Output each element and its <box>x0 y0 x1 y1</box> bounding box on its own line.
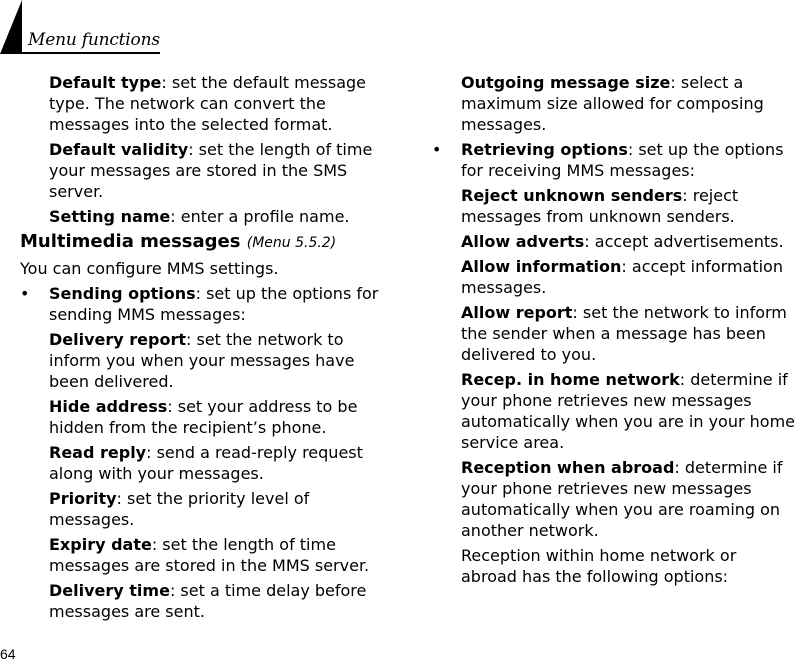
header-title: Menu functions <box>28 30 160 50</box>
term: Reject unknown senders <box>461 186 683 205</box>
section-menu-ref: (Menu 5.5.2) <box>246 235 337 251</box>
term: Allow information <box>461 257 622 276</box>
header-rule <box>22 52 160 54</box>
term: Hide address <box>49 397 168 416</box>
bullet-marker: • <box>432 140 442 159</box>
option-read-reply <box>20 442 392 484</box>
option-recep-in-home-network <box>432 369 795 453</box>
term: Default validity <box>49 140 189 159</box>
option-outgoing-message-size <box>432 72 795 135</box>
term: Expiry date <box>49 535 152 554</box>
description: : determine if your phone retrieves new messages automatically when you are roaming on another network. <box>461 458 783 540</box>
option-delivery-time <box>20 580 392 622</box>
term: Outgoing message size <box>461 73 671 92</box>
description: : set the length of time your messages are stored in the SMS server. <box>49 140 373 201</box>
description: : set a time delay before messages are sent. <box>49 581 367 621</box>
option-priority <box>20 488 392 530</box>
left-column <box>20 72 392 626</box>
description: : set the default message type. The network can convert the messages into the selected format. <box>49 73 367 134</box>
option-expiry-date <box>20 534 392 576</box>
option-reception-when-abroad <box>432 457 795 541</box>
description: : send a read-reply request along with your messages. <box>49 443 363 483</box>
setting-default-validity <box>20 139 392 202</box>
option-allow-information <box>432 256 795 298</box>
option-allow-report <box>432 302 795 365</box>
term: Reception when abroad <box>461 458 675 477</box>
description: : accept advertisements. <box>584 232 784 251</box>
section-intro: You can configure MMS settings. <box>20 259 279 278</box>
option-delivery-report <box>20 329 392 392</box>
term: Delivery time <box>49 581 170 600</box>
bullet-retrieving-options <box>432 139 795 181</box>
term: Delivery report <box>49 330 186 349</box>
description: : set the length of time messages are stored in the MMS server. <box>49 535 370 575</box>
term: Allow adverts <box>461 232 585 251</box>
section-title: Multimedia messages <box>20 231 241 252</box>
description: : set up the options for sending MMS messages: <box>49 284 379 324</box>
term: Read reply <box>49 443 147 462</box>
description: : set the network to inform the sender when a message has been delivered to you. <box>461 303 787 364</box>
term: Default type <box>49 73 162 92</box>
description: : reject messages from unknown senders. <box>461 186 739 226</box>
term: Allow report <box>461 303 573 322</box>
term: Sending options <box>49 284 196 303</box>
option-allow-adverts <box>432 231 795 252</box>
option-hide-address <box>20 396 392 438</box>
term: Recep. in home network <box>461 370 680 389</box>
description: : set the priority level of messages. <box>49 489 310 529</box>
setting-setting-name <box>20 206 392 227</box>
description: : accept information messages. <box>461 257 783 297</box>
description: : set your address to be hidden from the recipient’s phone. <box>49 397 358 437</box>
description: : set up the options for receiving MMS messages: <box>461 140 784 180</box>
setting-default-type <box>20 72 392 135</box>
page-number: 64 <box>0 646 16 662</box>
bullet-marker: • <box>20 284 30 303</box>
term: Setting name <box>49 207 171 226</box>
header-accent-bar <box>0 0 22 54</box>
description: : select a maximum size allowed for composing messages. <box>461 73 764 134</box>
description: : determine if your phone retrieves new messages automatically when you are in your home service area. <box>461 370 795 452</box>
description: : set the network to inform you when your messages have been delivered. <box>49 330 355 391</box>
right-column <box>432 72 795 591</box>
section-heading <box>20 231 392 254</box>
term: Retrieving options <box>461 140 628 159</box>
option-reject-unknown-senders <box>432 185 795 227</box>
description: : enter a profile name. <box>170 207 350 226</box>
bullet-sending-options <box>20 283 392 325</box>
reception-options-note: Reception within home network or abroad has the following options: <box>461 546 737 586</box>
term: Priority <box>49 489 117 508</box>
